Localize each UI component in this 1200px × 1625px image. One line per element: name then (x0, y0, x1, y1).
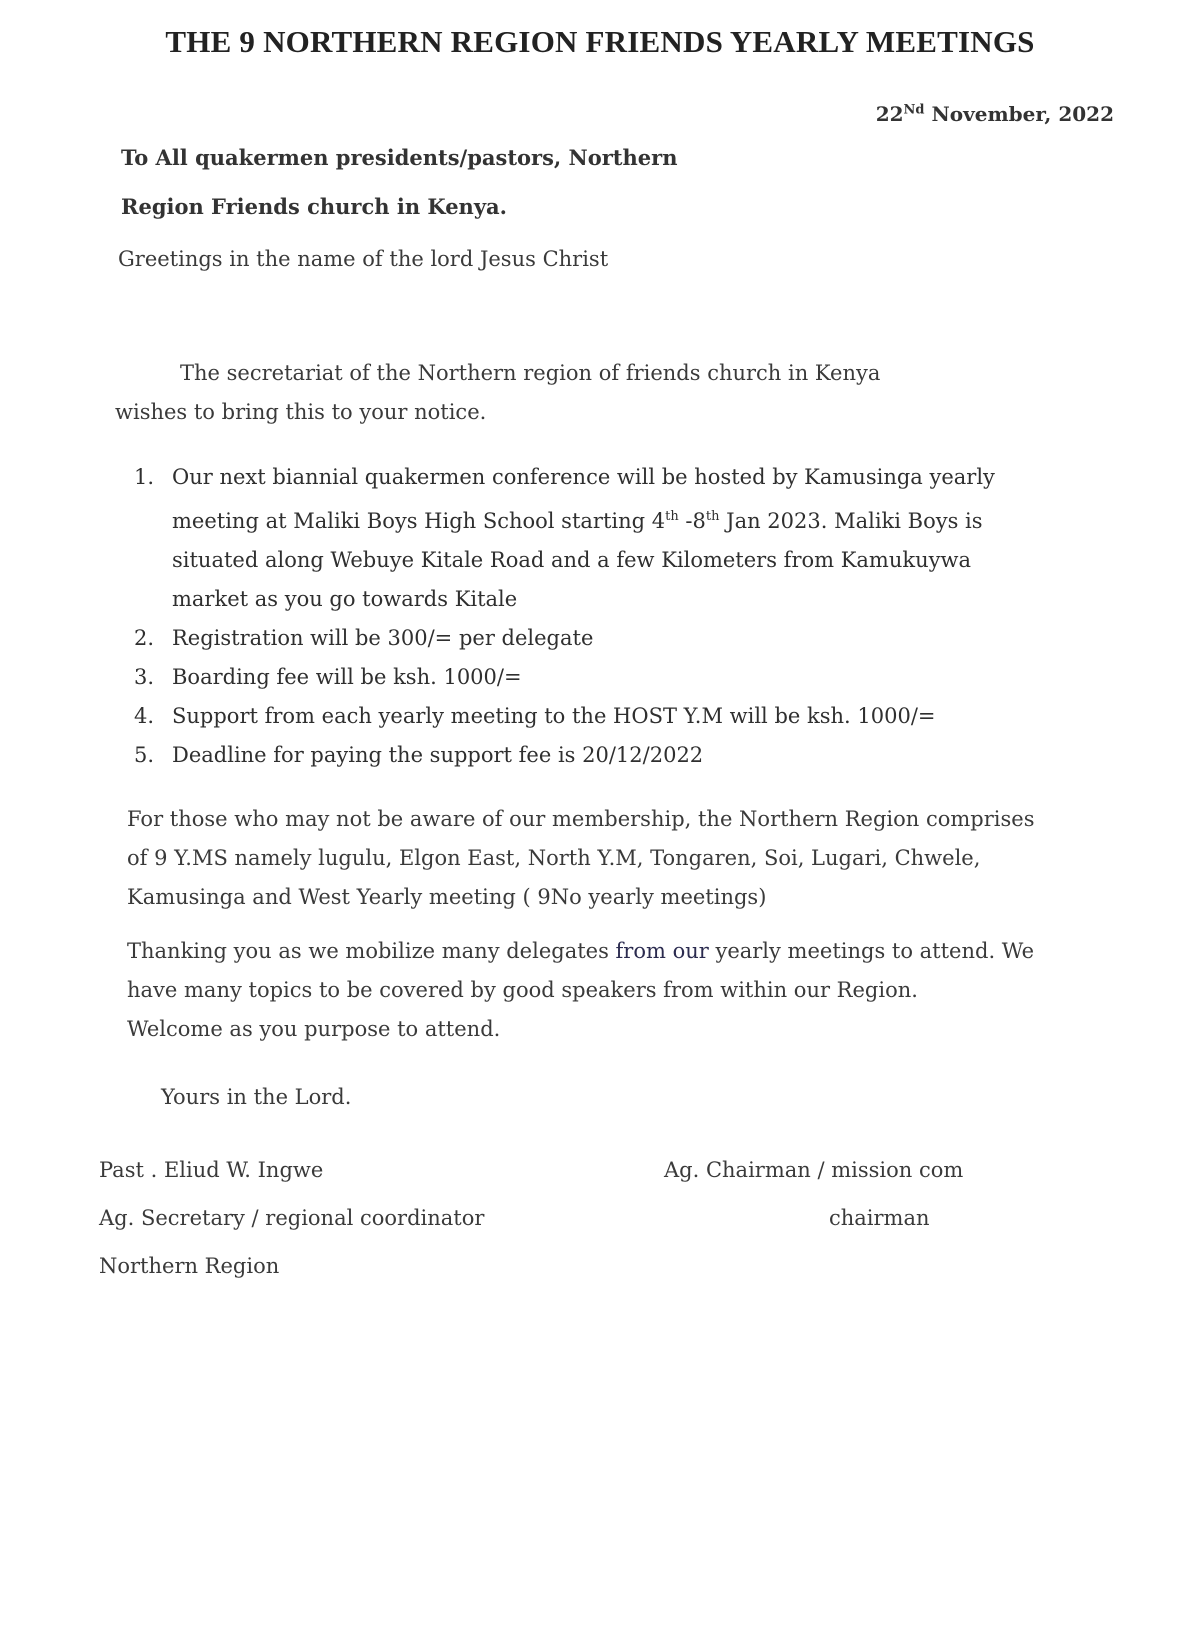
letter-date (876, 102, 1114, 126)
membership-line-3: Kamusinga and West Yearly meeting ( 9No yearly meetings) (127, 885, 767, 909)
list-item (134, 619, 995, 658)
thanks-text-part: from our (615, 939, 709, 963)
list-item (134, 736, 995, 775)
membership-paragraph (127, 800, 1034, 917)
greeting: Greetings in the name of the lord Jesus Christ (118, 247, 609, 271)
list-number: 3. (134, 665, 155, 689)
ordinal-suffix: th (705, 509, 720, 524)
thanks-text-part: yearly meetings to attend. We (708, 939, 1035, 963)
list-item-text: Deadline for paying the support fee is 20/12/2022 (172, 743, 704, 767)
numbered-list (134, 458, 995, 775)
list-number: 2. (134, 626, 155, 650)
thanks-text-part: Thanking you as we mobilize many delegates (127, 939, 616, 963)
list-item-text: Registration will be 300/= per delegate (172, 626, 594, 650)
thanks-paragraph (127, 932, 1034, 1049)
list-item-text: Boarding fee will be ksh. 1000/= (172, 665, 522, 689)
date-suffix: Nd (903, 102, 925, 118)
list-item-text-part: meeting at Maliki Boys High School starting 4 (172, 509, 666, 533)
list-number: 1. (134, 465, 155, 489)
list-item-text-part: Jan 2023. Maliki Boys is (719, 509, 983, 533)
list-item-text-part: -8 (678, 509, 706, 533)
thanks-line-3: Welcome as you purpose to attend. (127, 1017, 501, 1041)
ordinal-suffix: th (665, 509, 679, 524)
closing-salutation: Yours in the Lord. (161, 1085, 352, 1109)
membership-line-1: For those who may not be aware of our membership, the Northern Region comprises (127, 807, 1035, 831)
list-number: 4. (134, 704, 155, 728)
list-item (134, 458, 995, 619)
date-rest: November, 2022 (924, 102, 1114, 126)
list-item-text (172, 497, 995, 541)
list-item-text: Support from each yearly meeting to the HOST Y.M will be ksh. 1000/= (172, 704, 936, 728)
membership-line-2: of 9 Y.MS namely lugulu, Elgon East, North Y.M, Tongaren, Soi, Lugari, Chwele, (127, 846, 981, 870)
intro-paragraph (115, 354, 880, 432)
thanks-line-2: have many topics to be covered by good speakers from within our Region. (127, 978, 918, 1002)
chairman-role-line-2: chairman (829, 1206, 930, 1230)
list-number: 5. (134, 743, 155, 767)
date-day: 22 (875, 102, 904, 126)
list-item-text: situated along Webuye Kitale Road and a few Kilometers from Kamukuywa (172, 548, 971, 572)
intro-line-2: wishes to bring this to your notice. (115, 400, 487, 424)
document-title: THE 9 NORTHERN REGION FRIENDS YEARLY MEETINGS (165, 24, 1035, 59)
signatory-name: Past . Eliud W. Ingwe (99, 1158, 324, 1182)
signatory-role: Ag. Secretary / regional coordinator (99, 1206, 485, 1230)
thanks-line-1 (127, 932, 1034, 971)
intro-line-1: The secretariat of the Northern region of friends church in Kenya (180, 361, 881, 385)
list-item (134, 658, 995, 697)
addressee-line-1: To All quakermen presidents/pastors, Northern (121, 145, 678, 170)
list-item-text: market as you go towards Kitale (172, 587, 518, 611)
signatory-organization: Northern Region (99, 1254, 280, 1278)
addressee-line-2: Region Friends church in Kenya. (121, 194, 507, 219)
list-item-text: Our next biannial quakermen conference will be hosted by Kamusinga yearly (172, 465, 995, 489)
list-item (134, 697, 995, 736)
chairman-role-line-1: Ag. Chairman / mission com (664, 1158, 964, 1182)
